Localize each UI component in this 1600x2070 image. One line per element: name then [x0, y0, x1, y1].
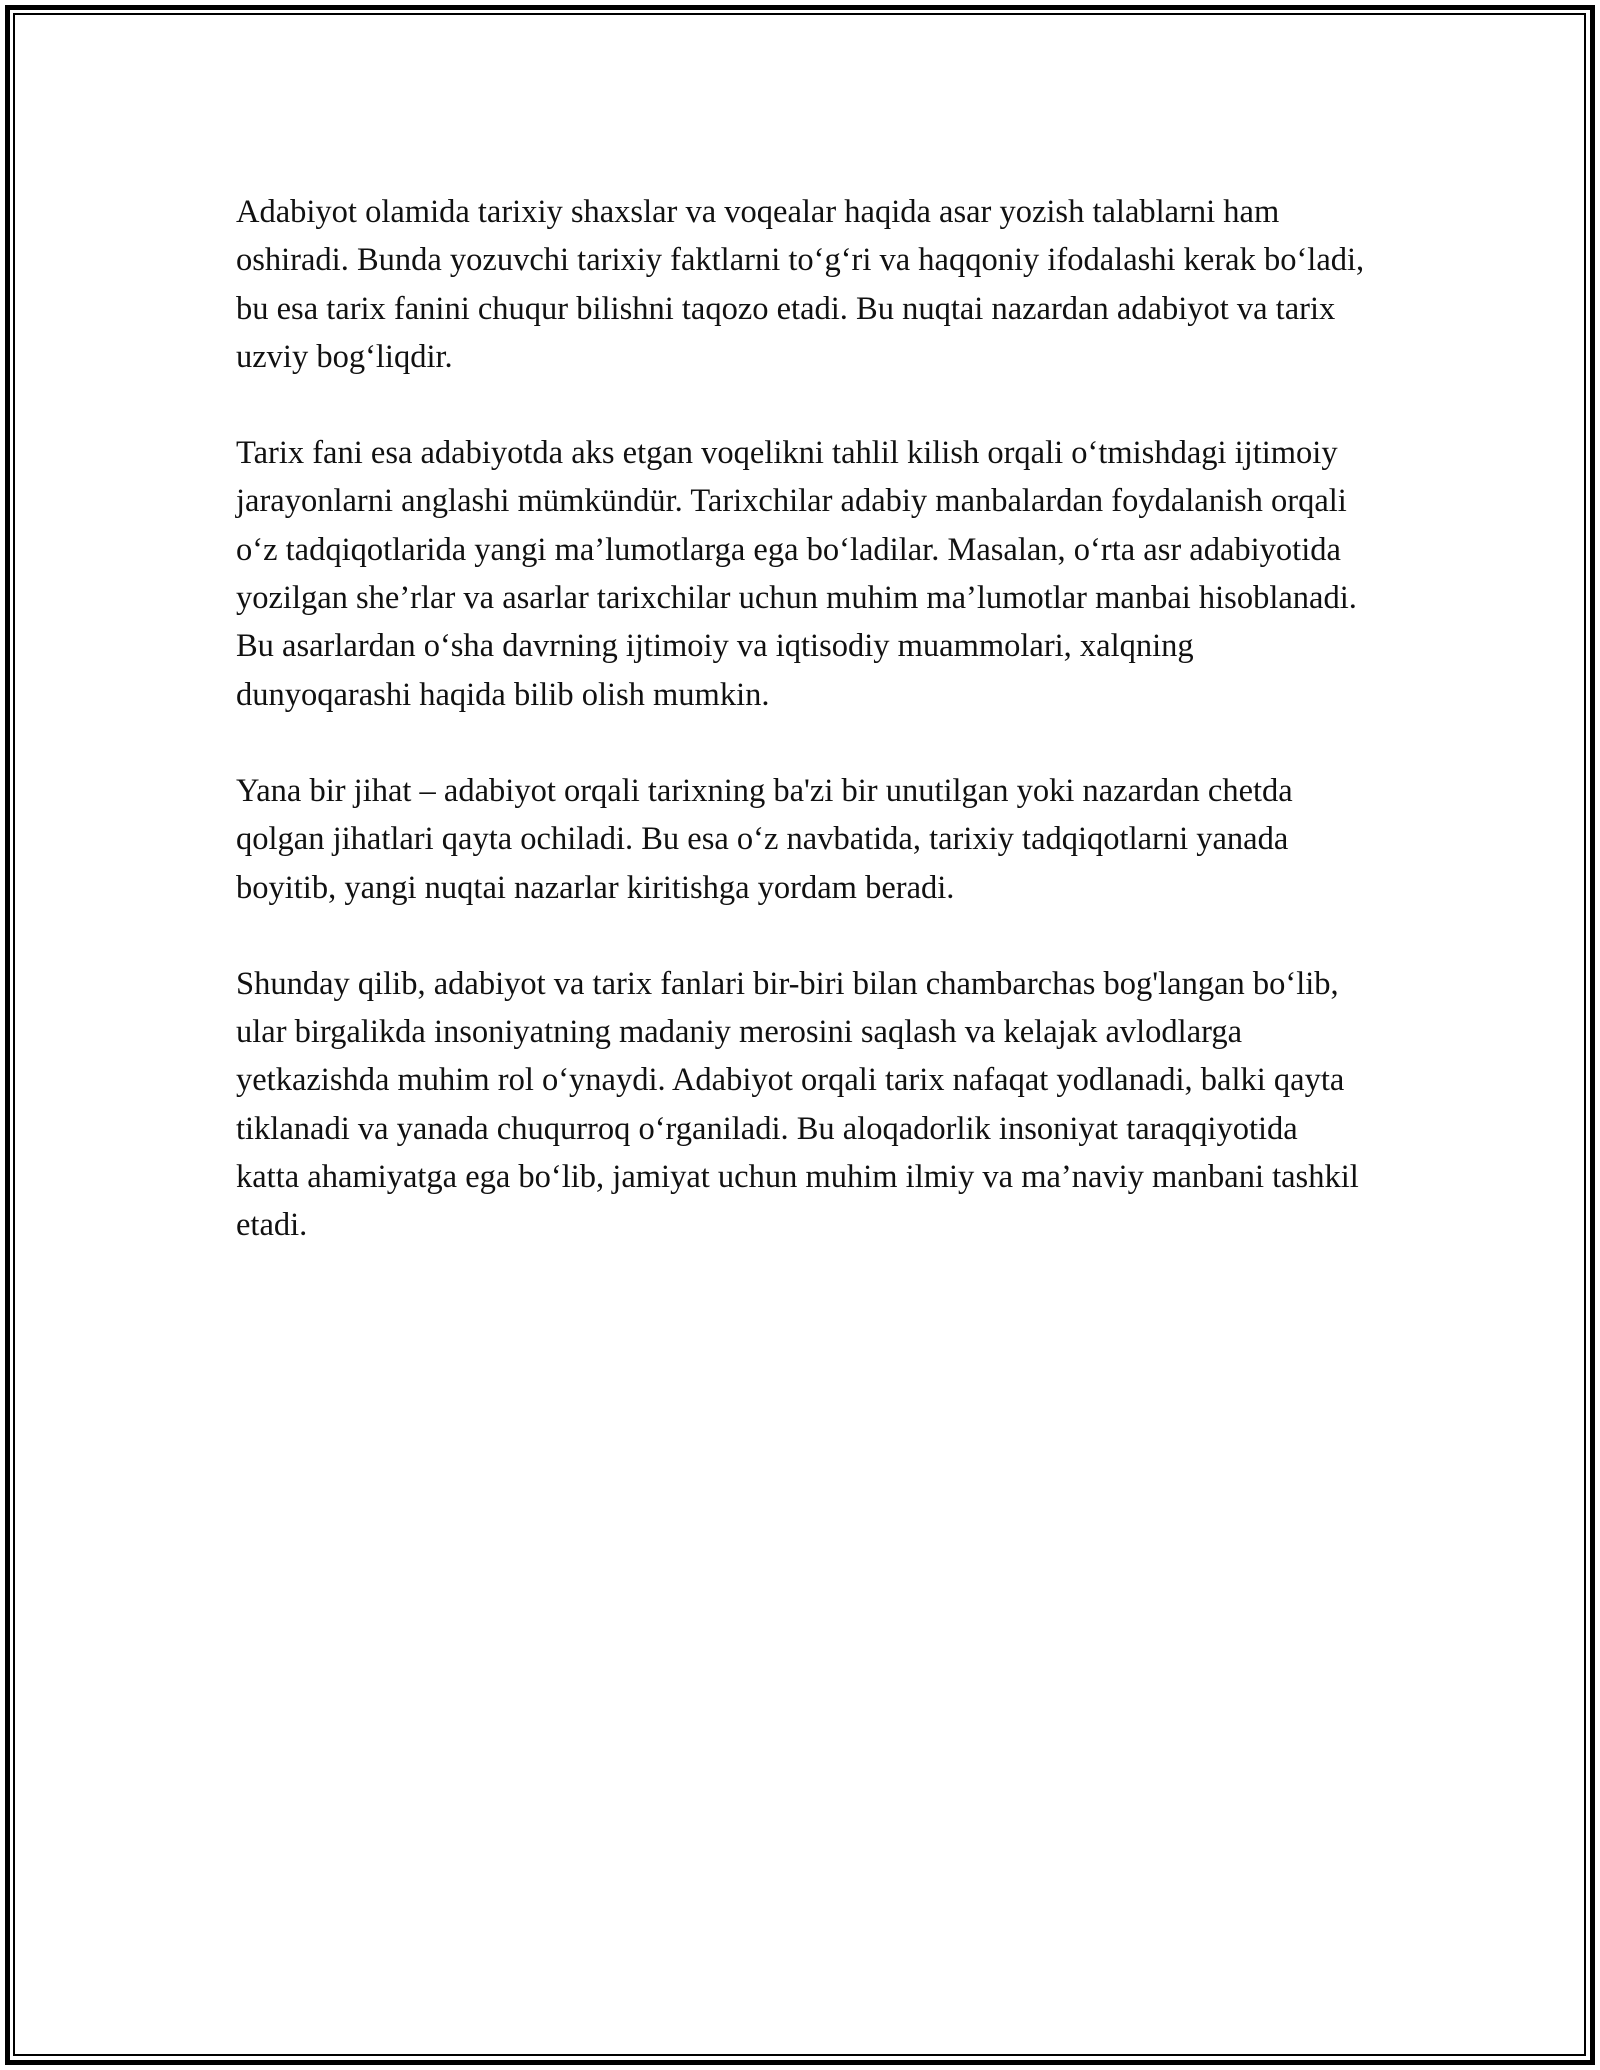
- paragraph-1: Adabiyot olamida tarixiy shaxslar va voqealar haqida asar yozish talablarni ham oshiradi. Bunda yozuvchi tarixiy faktlarni to‘g‘ri va haqqoniy ifodalashi kerak bo‘ladi, bu esa tarix fanini chuqur bilishni taqozo etadi. Bu nuqtai nazardan adabiyot va tarix uzviy bog‘liqdir.: [236, 194, 1365, 375]
- document-body: [236, 188, 1366, 1298]
- paragraph-3: Yana bir jihat – adabiyot orqali tarixning ba'zi bir unutilgan yoki nazardan chetda qolgan jihatlari qayta ochiladi. Bu esa o‘z navbatida, tarixiy tadqiqotlarni yanada boyitib, yangi nuqtai nazarlar kiritishga yordam beradi.: [236, 772, 1293, 906]
- paragraph-2: Tarix fani esa adabiyotda aks etgan voqelikni tahlil kilish orqali o‘tmishdagi ijtimoiy jarayonlarni anglashi mümkündür. Tarixchilar adabiy manbalardan foydalanish orqali o‘z tadqiqotlarida yangi ma’lumotlarga ega bo‘ladilar. Masalan, o‘rta asr adabiyotida yozilgan she’rlar va asarlar tarixchilar uchun muhim ma’lumotlar manbai hisoblanadi. Bu asarlardan o‘sha davrning ijtimoiy va iqtisodiy muammolari, xalqning dunyoqarashi haqida bilib olish mumkin.: [236, 435, 1357, 713]
- paragraph-4: Shunday qilib, adabiyot va tarix fanlari bir-biri bilan chambarchas bog'langan bo‘lib, ular birgalikda insoniyatning madaniy merosini saqlash va kelajak avlodlarga yetkazishda muhim rol o‘ynaydi. Adabiyot orqali tarix nafaqat yodlanadi, balki qayta tiklanadi va yanada chuqurroq o‘rganiladi. Bu aloqadorlik insoniyat taraqqiyotida katta ahamiyatga ega bo‘lib, jamiyat uchun muhim ilmiy va ma’naviy manbani tashkil etadi.: [236, 965, 1359, 1244]
